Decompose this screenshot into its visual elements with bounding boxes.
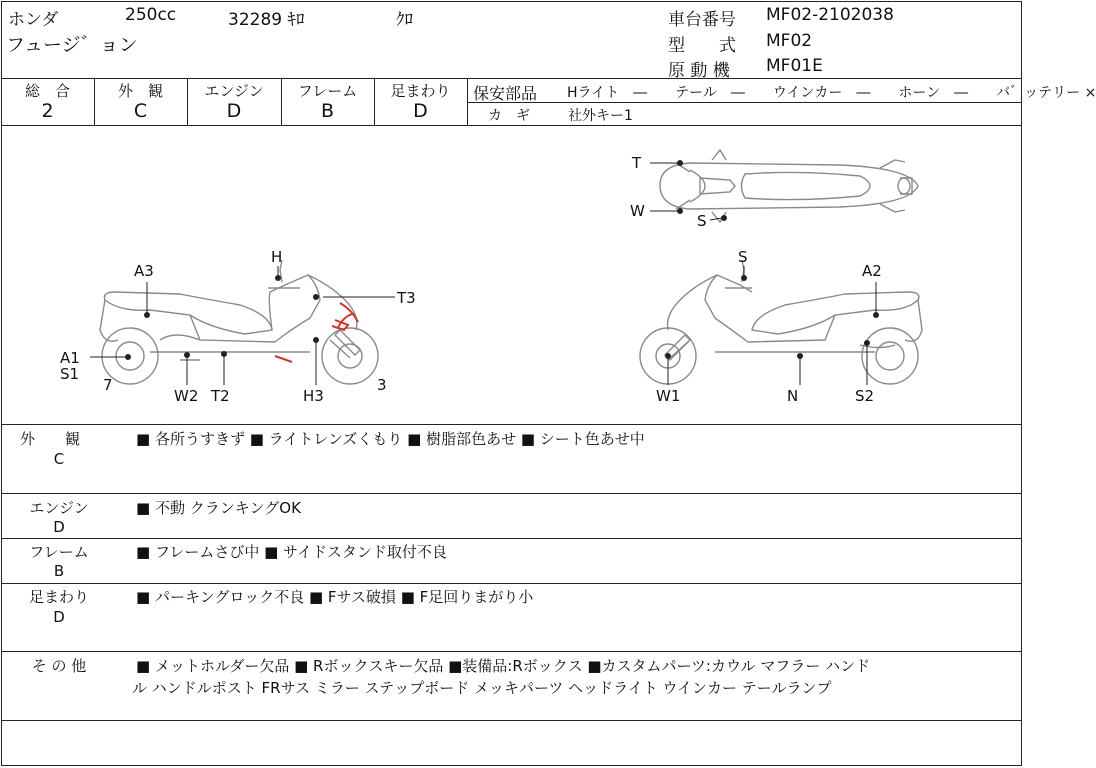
label-T: T xyxy=(632,154,642,172)
engine-value: MF01E xyxy=(766,56,823,76)
divider xyxy=(1,538,1022,539)
label-S: S xyxy=(697,212,707,230)
grade-label-total: 総 合 xyxy=(24,82,70,100)
engine-label: 原 動 機 xyxy=(668,61,730,81)
remark-grade-engine: D xyxy=(53,518,65,536)
key-value: 社外キー1 xyxy=(568,108,633,124)
label-7: 7 xyxy=(103,376,113,394)
remark-label-other: そ の 他 xyxy=(31,657,87,675)
type-value: MF02 xyxy=(766,31,813,51)
remark-label-exterior: 外 観 xyxy=(20,430,81,448)
grade-label-exterior: 外 観 xyxy=(117,82,163,100)
model-name: フュージ゛ョン xyxy=(6,34,138,56)
remark-text-other-2: ル ハンドルポスト FRサス ミラー ステップボード メッキパーツ ヘッドライト ウインカー テールランプ xyxy=(132,679,832,697)
grade-label-engine: エンジン xyxy=(204,82,264,100)
grade-value-engine: D xyxy=(226,100,242,122)
grade-value-total: 2 xyxy=(41,100,54,122)
label-S1: S1 xyxy=(60,365,80,383)
label-A1: A1 xyxy=(60,349,80,367)
label-N: N xyxy=(787,387,799,405)
remark-text-frame: ■ フレームさび中 ■ サイドスタンド取付不良 xyxy=(136,543,447,561)
grade-value-exterior: C xyxy=(133,100,148,122)
grade-label-frame: フレーム xyxy=(297,82,358,100)
remark-grade-suspension: D xyxy=(53,608,65,626)
grade-label-suspension: 足まわり xyxy=(390,82,451,100)
remark-grade-frame: B xyxy=(53,562,65,580)
label-3: 3 xyxy=(377,376,387,394)
remark-label-engine: エンジン xyxy=(29,499,89,517)
label-T2: T2 xyxy=(211,387,230,405)
frame-no: MF02-2102038 xyxy=(766,5,894,25)
safety-items: Hライト ― テール ― ウインカー ― ホーン ― バ゛ッテリー × xyxy=(567,85,1096,101)
label-T3: T3 xyxy=(397,289,416,307)
key-label: カ ギ xyxy=(488,108,530,124)
remark-grade-exterior: C xyxy=(53,450,65,468)
remark-text-suspension: ■ パーキングロック不良 ■ Fサス破損 ■ F足回りまがり小 xyxy=(136,588,534,606)
remark-text-engine: ■ 不動 クランキングOK xyxy=(136,499,301,517)
color: ｸﾛ xyxy=(396,10,413,30)
divider xyxy=(1,493,1022,494)
label-S-right: S xyxy=(738,248,748,266)
grade-value-suspension: D xyxy=(413,100,428,122)
displacement: 250cc xyxy=(125,5,177,25)
label-W: W xyxy=(630,202,645,220)
label-H: H xyxy=(271,248,283,266)
divider xyxy=(1,720,1022,721)
remark-label-frame: フレーム xyxy=(29,543,89,561)
maker: ホンダ xyxy=(8,10,59,30)
label-S2: S2 xyxy=(855,387,875,405)
divider xyxy=(1,583,1022,584)
safety-label: 保安部品 xyxy=(473,84,538,103)
divider xyxy=(1,651,1022,652)
remark-text-other: ■ メットホルダー欠品 ■ Rボックスキー欠品 ■装備品:Rボックス ■カスタムパーツ:カウル マフラー ハンド xyxy=(136,657,871,675)
label-A3: A3 xyxy=(134,262,154,280)
mileage: 32289 ｷﾛ xyxy=(228,10,305,30)
grade-value-frame: B xyxy=(320,100,335,122)
label-H3: H3 xyxy=(303,387,324,405)
label-A2: A2 xyxy=(862,262,882,280)
divider xyxy=(1,424,1022,425)
label-W2: W2 xyxy=(174,387,199,405)
label-W1: W1 xyxy=(656,387,681,405)
remark-text-exterior: ■ 各所うすきず ■ ライトレンズくもり ■ 樹脂部色あせ ■ シート色あせ中 xyxy=(136,430,645,448)
frame-no-label: 車台番号 xyxy=(668,10,736,30)
type-label: 型 式 xyxy=(668,36,736,56)
remark-label-suspension: 足まわり xyxy=(28,588,89,606)
